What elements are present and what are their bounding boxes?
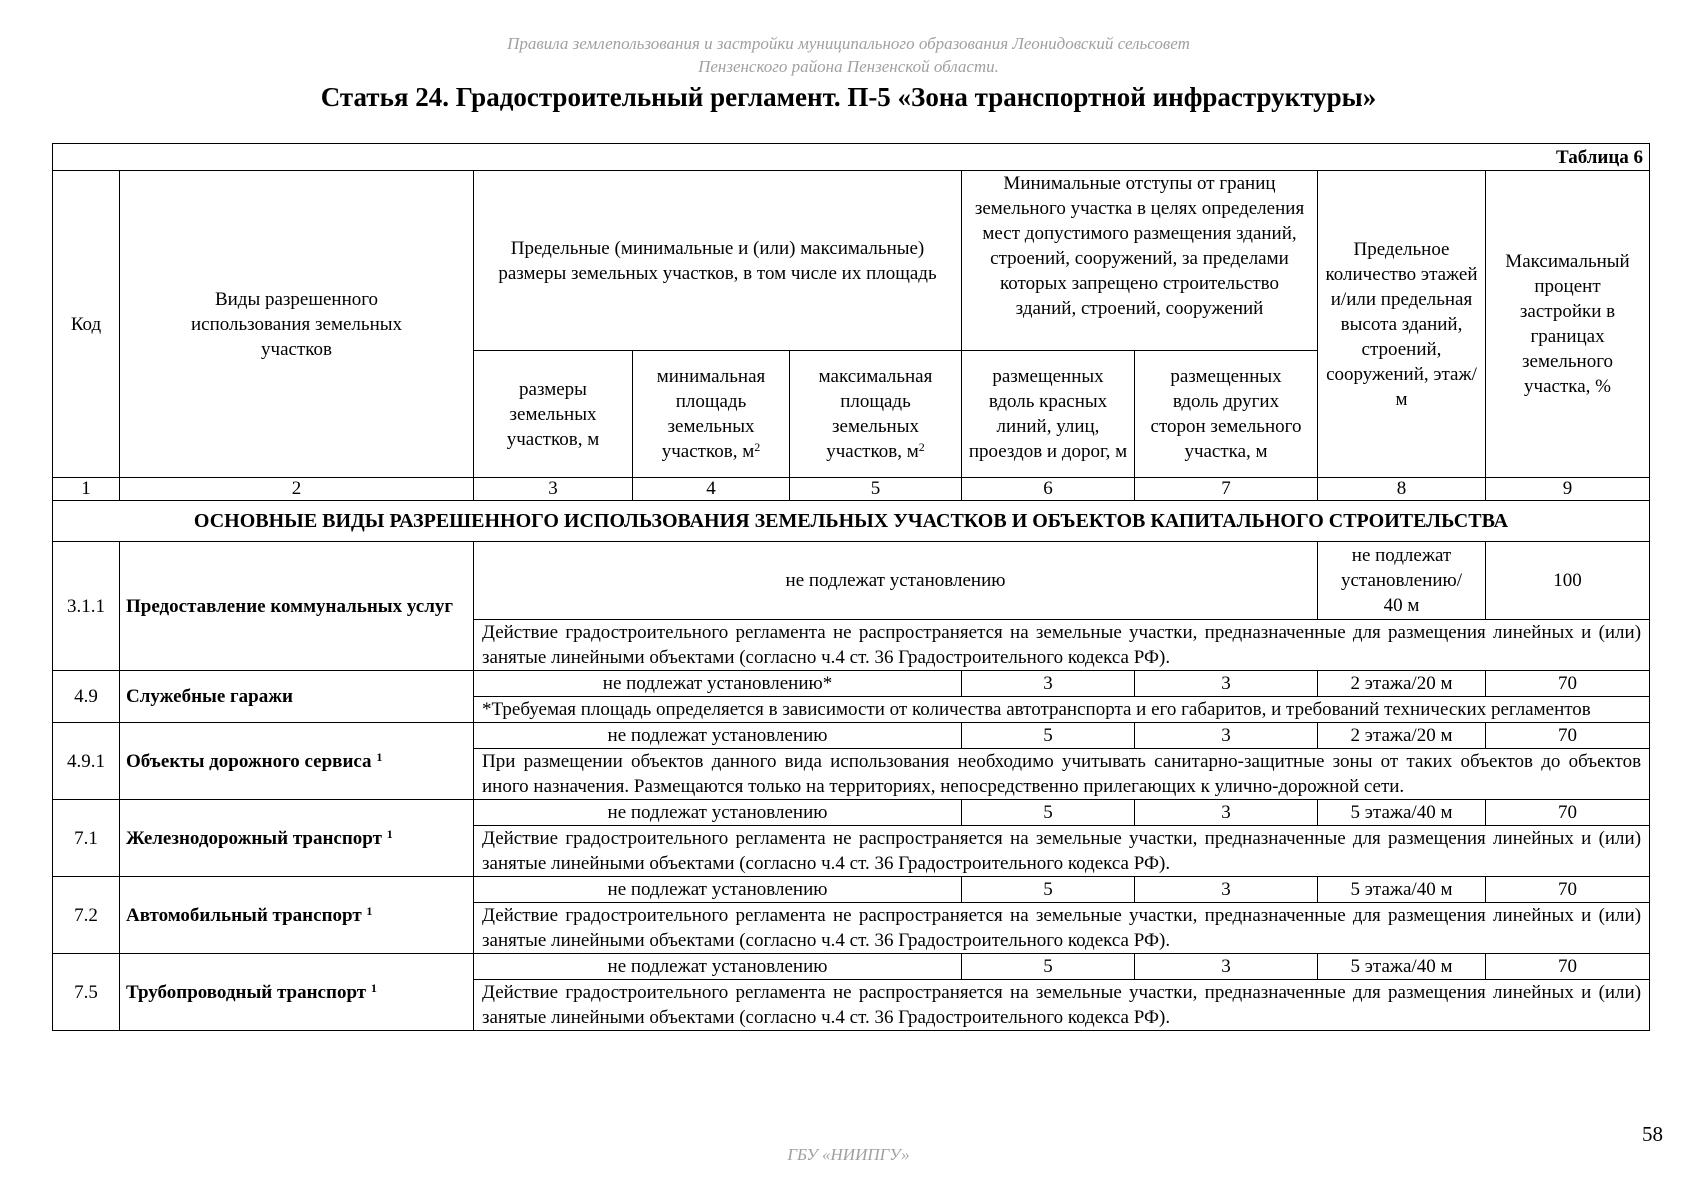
header-sizes: размеры земельных участков, м xyxy=(474,351,633,478)
header-min-area: минимальная площадь земельных участков, $м^2$ xyxy=(633,351,790,478)
row-percent: 70 xyxy=(1486,671,1650,697)
row-setback-red: 5 xyxy=(962,800,1135,826)
row-setback-red: 5 xyxy=(962,877,1135,903)
row-sizes: не подлежат установлению xyxy=(474,954,962,980)
row-name: Железнодорожный транспорт $^1$ xyxy=(120,800,474,877)
row-code: 4.9.1 xyxy=(53,723,120,800)
row-code: 7.5 xyxy=(53,954,120,1031)
header-floors: Предельное количество этажей и/или предельная высота зданий, строений, сооружений, этаж/м xyxy=(1318,171,1486,478)
col-number: 1 xyxy=(53,478,120,501)
col-number: 8 xyxy=(1318,478,1486,501)
table-row xyxy=(53,954,1650,980)
page-title: Статья 24. Градостроительный регламент. П-5 «Зона транспортной инфраструктуры» xyxy=(320,82,1377,112)
row-code: 3.1.1 xyxy=(53,542,120,671)
header-setbacks-group: Минимальные отступы от границ земельного участка в целях определения мест допустимого размещения зданий, строений, сооружений, за пределами которых запрещено строительство зданий, строений, сооружений xyxy=(962,171,1318,351)
table-label: Таблица 6 xyxy=(53,144,1650,171)
row-floors: 5 этажа/40 м xyxy=(1318,877,1486,903)
col-number: 4 xyxy=(633,478,790,501)
row-floors: не подлежат установлению/ 40 м xyxy=(1318,542,1486,620)
row-setback-other: 3 xyxy=(1135,800,1318,826)
table-row xyxy=(53,800,1650,826)
row-merged-value: не подлежат установлению xyxy=(474,542,1318,620)
row-setback-red: 5 xyxy=(962,723,1135,749)
regulation-table xyxy=(52,143,1650,1031)
row-percent: 70 xyxy=(1486,877,1650,903)
row-name: Автомобильный транспорт $^1$ xyxy=(120,877,474,954)
row-name: Служебные гаражи xyxy=(120,671,474,723)
row-name: Предоставление коммунальных услуг xyxy=(120,542,474,671)
header-limits-group: Предельные (минимальные и (или) максимальные) размеры земельных участков, в том числе их площадь xyxy=(474,171,962,351)
header-max-percent: Максимальный процент застройки в границах земельного участка, % xyxy=(1486,171,1650,478)
header-code: Код xyxy=(53,171,120,478)
row-note: Действие градостроительного регламента не распространяется на земельные участки, предназначенные для размещения линейных и (или) занятые линейными объектами (согласно ч.4 ст. 36 Градостроительного кодекса РФ). xyxy=(474,903,1650,954)
row-percent: 70 xyxy=(1486,800,1650,826)
row-sizes: не подлежат установлению xyxy=(474,877,962,903)
row-sizes: не подлежат установлению xyxy=(474,800,962,826)
header-types: Виды разрешенного использования земельных участков xyxy=(120,171,474,478)
table-row xyxy=(53,542,1650,620)
row-percent: 100 xyxy=(1486,542,1650,620)
row-note: При размещении объектов данного вида использования необходимо учитывать санитарно-защитные зоны от таких объектов до объектов иного назначения. Размещаются только на территориях, непосредственно прилегающих к улично-дорожной сети. xyxy=(474,749,1650,800)
running-header-line-2: Пензенского района Пензенской области. xyxy=(698,57,999,76)
col-number: 2 xyxy=(120,478,474,501)
row-floors: 5 этажа/40 м xyxy=(1318,954,1486,980)
page-number: 58 xyxy=(1642,1122,1663,1146)
col-number: 9 xyxy=(1486,478,1650,501)
row-note: Действие градостроительного регламента не распространяется на земельные участки, предназначенные для размещения линейных и (или) занятые линейными объектами (согласно ч.4 ст. 36 Градостроительного кодекса РФ). xyxy=(474,980,1650,1031)
table-row xyxy=(53,877,1650,903)
header-along-other-sides: размещенных вдоль других сторон земельного участка, м xyxy=(1135,351,1318,478)
row-setback-other: 3 xyxy=(1135,877,1318,903)
section-row xyxy=(53,501,1650,542)
row-note: Действие градостроительного регламента не распространяется на земельные участки, предназначенные для размещения линейных и (или) занятые линейными объектами (согласно ч.4 ст. 36 Градостроительного кодекса РФ). xyxy=(474,620,1650,671)
column-numbers-row xyxy=(53,478,1650,501)
table-row xyxy=(53,723,1650,749)
row-setback-other: 3 xyxy=(1135,723,1318,749)
header-row-1 xyxy=(53,171,1650,351)
col-number: 6 xyxy=(962,478,1135,501)
row-name: Объекты дорожного сервиса $^1$ xyxy=(120,723,474,800)
header-along-red-lines: размещенных вдоль красных линий, улиц, проездов и дорог, м xyxy=(962,351,1135,478)
row-percent: 70 xyxy=(1486,954,1650,980)
row-sizes: не подлежат установлению* xyxy=(474,671,962,697)
table-label-row xyxy=(53,144,1650,171)
row-floors: 5 этажа/40 м xyxy=(1318,800,1486,826)
running-header-line-1: Правила землепользования и застройки муниципального образования Леонидовский сельсовет xyxy=(507,34,1190,53)
row-percent: 70 xyxy=(1486,723,1650,749)
row-note: *Требуемая площадь определяется в зависимости от количества автотранспорта и его габаритов, и требований технических регламентов xyxy=(474,697,1650,723)
row-floors: 2 этажа/20 м xyxy=(1318,671,1486,697)
section-title: ОСНОВНЫЕ ВИДЫ РАЗРЕШЕННОГО ИСПОЛЬЗОВАНИЯ ЗЕМЕЛЬНЫХ УЧАСТКОВ И ОБЪЕКТОВ КАПИТАЛЬНОГО СТРОИТЕЛЬСТВА xyxy=(53,501,1650,542)
col-number: 7 xyxy=(1135,478,1318,501)
row-setback-other: 3 xyxy=(1135,954,1318,980)
row-code: 7.2 xyxy=(53,877,120,954)
header-max-area: максимальная площадь земельных участков, $м^2$ xyxy=(790,351,962,478)
col-number: 3 xyxy=(474,478,633,501)
running-footer: ГБУ «НИИПГУ» xyxy=(787,1145,910,1164)
row-setback-red: 5 xyxy=(962,954,1135,980)
table-row xyxy=(53,671,1650,697)
row-name: Трубопроводный транспорт $^1$ xyxy=(120,954,474,1031)
col-number: 5 xyxy=(790,478,962,501)
row-code: 4.9 xyxy=(53,671,120,723)
row-code: 7.1 xyxy=(53,800,120,877)
row-sizes: не подлежат установлению xyxy=(474,723,962,749)
row-floors: 2 этажа/20 м xyxy=(1318,723,1486,749)
row-note: Действие градостроительного регламента не распространяется на земельные участки, предназначенные для размещения линейных и (или) занятые линейными объектами (согласно ч.4 ст. 36 Градостроительного кодекса РФ). xyxy=(474,826,1650,877)
row-setback-other: 3 xyxy=(1135,671,1318,697)
row-setback-red: 3 xyxy=(962,671,1135,697)
